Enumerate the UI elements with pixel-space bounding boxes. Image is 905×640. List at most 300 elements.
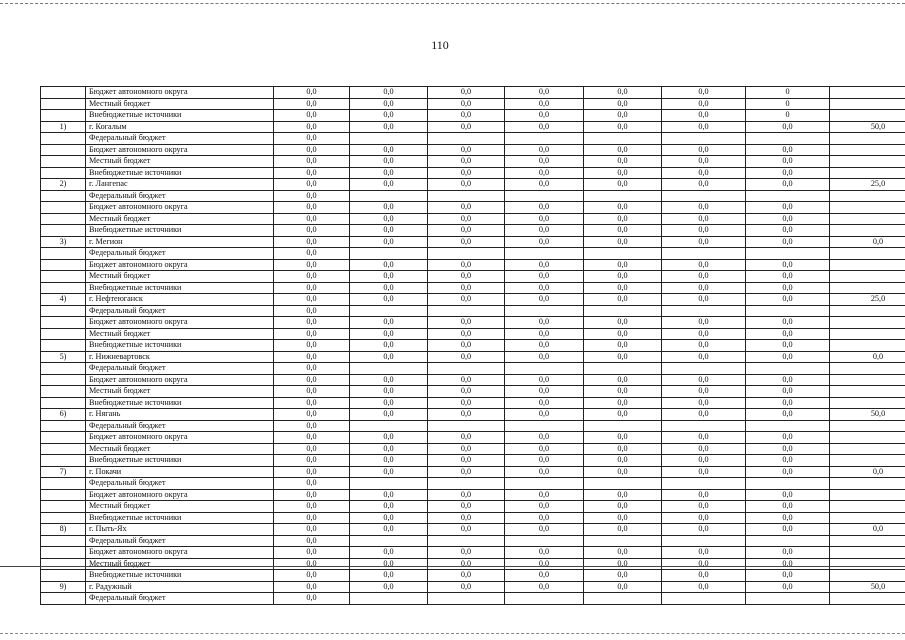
value-col-8 xyxy=(830,547,905,559)
row-label: Федеральный бюджет xyxy=(86,248,274,260)
row-number xyxy=(41,478,86,490)
row-label: Внебюджетные источники xyxy=(86,225,274,237)
value-col-6: 0,0 xyxy=(662,455,746,467)
value-col-8 xyxy=(830,432,905,444)
value-col-4: 0,0 xyxy=(505,466,584,478)
value-col-5: 0,0 xyxy=(584,98,662,110)
value-col-3 xyxy=(428,478,505,490)
table-row xyxy=(41,432,905,444)
value-col-7: 0,0 xyxy=(746,225,830,237)
value-col-5: 0,0 xyxy=(584,443,662,455)
value-col-2: 0,0 xyxy=(350,351,428,363)
row-label: Местный бюджет xyxy=(86,386,274,398)
value-col-6: 0,0 xyxy=(662,466,746,478)
value-col-5: 0,0 xyxy=(584,558,662,570)
value-col-3: 0,0 xyxy=(428,259,505,271)
value-col-2: 0,0 xyxy=(350,501,428,513)
value-col-1: 0,0 xyxy=(274,156,350,168)
value-col-8 xyxy=(830,455,905,467)
value-col-5: 0,0 xyxy=(584,524,662,536)
value-col-3: 0,0 xyxy=(428,87,505,99)
row-number xyxy=(41,374,86,386)
value-col-1: 0,0 xyxy=(274,535,350,547)
row-label: Бюджет автономного округа xyxy=(86,547,274,559)
row-label: Внебюджетные источники xyxy=(86,110,274,122)
value-col-1: 0,0 xyxy=(274,570,350,582)
value-col-6 xyxy=(662,190,746,202)
value-col-2 xyxy=(350,190,428,202)
value-col-7: 0,0 xyxy=(746,213,830,225)
value-col-5: 0,0 xyxy=(584,121,662,133)
value-col-3: 0,0 xyxy=(428,443,505,455)
value-col-7: 0,0 xyxy=(746,351,830,363)
row-label: Бюджет автономного округа xyxy=(86,144,274,156)
table-row xyxy=(41,466,905,478)
table-row xyxy=(41,570,905,582)
value-col-7: 0,0 xyxy=(746,409,830,421)
value-col-3: 0,0 xyxy=(428,144,505,156)
row-number xyxy=(41,512,86,524)
value-col-7: 0,0 xyxy=(746,489,830,501)
value-col-4: 0,0 xyxy=(505,570,584,582)
value-col-4: 0,0 xyxy=(505,317,584,329)
table-row xyxy=(41,455,905,467)
value-col-1: 0,0 xyxy=(274,512,350,524)
value-col-4: 0,0 xyxy=(505,225,584,237)
value-col-1: 0,0 xyxy=(274,190,350,202)
value-col-7: 0,0 xyxy=(746,397,830,409)
table-row xyxy=(41,386,905,398)
value-col-8 xyxy=(830,535,905,547)
table-row xyxy=(41,98,905,110)
value-col-6: 0,0 xyxy=(662,236,746,248)
value-col-6: 0,0 xyxy=(662,156,746,168)
value-col-2: 0,0 xyxy=(350,328,428,340)
value-col-7: 0,0 xyxy=(746,282,830,294)
value-col-6: 0,0 xyxy=(662,570,746,582)
value-col-6: 0,0 xyxy=(662,271,746,283)
value-col-1: 0,0 xyxy=(274,386,350,398)
value-col-6: 0,0 xyxy=(662,294,746,306)
table-row xyxy=(41,190,905,202)
table-row xyxy=(41,225,905,237)
value-col-1: 0,0 xyxy=(274,213,350,225)
value-col-7 xyxy=(746,478,830,490)
value-col-5: 0,0 xyxy=(584,374,662,386)
value-col-5: 0,0 xyxy=(584,386,662,398)
value-col-8 xyxy=(830,501,905,513)
value-col-1: 0,0 xyxy=(274,443,350,455)
value-col-1: 0,0 xyxy=(274,87,350,99)
value-col-8 xyxy=(830,202,905,214)
table-row xyxy=(41,271,905,283)
value-col-4: 0,0 xyxy=(505,294,584,306)
value-col-2 xyxy=(350,305,428,317)
row-number xyxy=(41,271,86,283)
value-col-6: 0,0 xyxy=(662,179,746,191)
value-col-3: 0,0 xyxy=(428,340,505,352)
row-label: Местный бюджет xyxy=(86,501,274,513)
value-col-5: 0,0 xyxy=(584,328,662,340)
value-col-8 xyxy=(830,305,905,317)
row-label: Федеральный бюджет xyxy=(86,420,274,432)
row-label: Федеральный бюджет xyxy=(86,478,274,490)
value-col-5: 0,0 xyxy=(584,282,662,294)
row-number xyxy=(41,386,86,398)
value-col-2: 0,0 xyxy=(350,374,428,386)
value-col-7: 0,0 xyxy=(746,121,830,133)
value-col-4: 0,0 xyxy=(505,121,584,133)
value-col-3 xyxy=(428,248,505,260)
value-col-2: 0,0 xyxy=(350,455,428,467)
value-col-5: 0,0 xyxy=(584,489,662,501)
value-col-3 xyxy=(428,420,505,432)
row-label: Внебюджетные источники xyxy=(86,455,274,467)
value-col-3: 0,0 xyxy=(428,374,505,386)
value-col-4: 0,0 xyxy=(505,443,584,455)
value-col-6: 0,0 xyxy=(662,409,746,421)
value-col-1: 0,0 xyxy=(274,328,350,340)
row-label: г. Нягань xyxy=(86,409,274,421)
table-row xyxy=(41,294,905,306)
row-label: Федеральный бюджет xyxy=(86,305,274,317)
row-number xyxy=(41,305,86,317)
value-col-5: 0,0 xyxy=(584,466,662,478)
table-row xyxy=(41,443,905,455)
value-col-1: 0,0 xyxy=(274,259,350,271)
value-col-5: 0,0 xyxy=(584,501,662,513)
value-col-3: 0,0 xyxy=(428,581,505,593)
table-row xyxy=(41,305,905,317)
row-label: Внебюджетные источники xyxy=(86,282,274,294)
value-col-1: 0,0 xyxy=(274,558,350,570)
budget-table-body xyxy=(41,87,905,605)
value-col-3: 0,0 xyxy=(428,351,505,363)
value-col-3 xyxy=(428,535,505,547)
value-col-2: 0,0 xyxy=(350,121,428,133)
value-col-1: 0,0 xyxy=(274,167,350,179)
value-col-2: 0,0 xyxy=(350,259,428,271)
value-col-6: 0,0 xyxy=(662,121,746,133)
value-col-8 xyxy=(830,271,905,283)
value-col-2: 0,0 xyxy=(350,179,428,191)
value-col-1: 0,0 xyxy=(274,489,350,501)
table-row xyxy=(41,110,905,122)
value-col-4: 0,0 xyxy=(505,374,584,386)
scan-top-edge xyxy=(0,3,905,4)
value-col-3: 0,0 xyxy=(428,225,505,237)
value-col-1: 0,0 xyxy=(274,121,350,133)
value-col-2: 0,0 xyxy=(350,110,428,122)
value-col-5: 0,0 xyxy=(584,294,662,306)
value-col-1: 0,0 xyxy=(274,179,350,191)
value-col-4: 0,0 xyxy=(505,259,584,271)
value-col-2: 0,0 xyxy=(350,87,428,99)
table-row xyxy=(41,581,905,593)
value-col-2 xyxy=(350,133,428,145)
value-col-5 xyxy=(584,478,662,490)
value-col-7: 0,0 xyxy=(746,432,830,444)
value-col-2 xyxy=(350,248,428,260)
value-col-7: 0,0 xyxy=(746,167,830,179)
value-col-3 xyxy=(428,190,505,202)
value-col-3: 0,0 xyxy=(428,98,505,110)
value-col-1: 0,0 xyxy=(274,236,350,248)
value-col-4: 0,0 xyxy=(505,340,584,352)
value-col-4: 0,0 xyxy=(505,501,584,513)
value-col-8 xyxy=(830,317,905,329)
row-number xyxy=(41,420,86,432)
value-col-8 xyxy=(830,167,905,179)
value-col-5: 0,0 xyxy=(584,179,662,191)
value-col-5: 0,0 xyxy=(584,271,662,283)
value-col-7: 0,0 xyxy=(746,179,830,191)
row-label: г. Мегион xyxy=(86,236,274,248)
value-col-4: 0,0 xyxy=(505,179,584,191)
table-row xyxy=(41,179,905,191)
value-col-4: 0,0 xyxy=(505,512,584,524)
value-col-6: 0,0 xyxy=(662,374,746,386)
value-col-6: 0,0 xyxy=(662,501,746,513)
row-number xyxy=(41,547,86,559)
value-col-8 xyxy=(830,420,905,432)
row-label: Бюджет автономного округа xyxy=(86,317,274,329)
row-label: Местный бюджет xyxy=(86,98,274,110)
value-col-3: 0,0 xyxy=(428,121,505,133)
value-col-6 xyxy=(662,133,746,145)
table-row xyxy=(41,363,905,375)
value-col-8 xyxy=(830,87,905,99)
value-col-4 xyxy=(505,363,584,375)
row-number xyxy=(41,144,86,156)
value-col-6: 0,0 xyxy=(662,225,746,237)
value-col-8 xyxy=(830,144,905,156)
value-col-7: 0,0 xyxy=(746,271,830,283)
value-col-4: 0,0 xyxy=(505,271,584,283)
value-col-4: 0,0 xyxy=(505,110,584,122)
value-col-8 xyxy=(830,259,905,271)
value-col-8 xyxy=(830,190,905,202)
value-col-7: 0 xyxy=(746,98,830,110)
value-col-8: 0,0 xyxy=(830,466,905,478)
value-col-8: 50,0 xyxy=(830,581,905,593)
value-col-1: 0,0 xyxy=(274,478,350,490)
value-col-2: 0,0 xyxy=(350,558,428,570)
value-col-6: 0,0 xyxy=(662,110,746,122)
row-number xyxy=(41,397,86,409)
value-col-4: 0,0 xyxy=(505,213,584,225)
table-row xyxy=(41,340,905,352)
value-col-4: 0,0 xyxy=(505,386,584,398)
value-col-1: 0,0 xyxy=(274,455,350,467)
row-number: 3) xyxy=(41,236,86,248)
value-col-4: 0,0 xyxy=(505,409,584,421)
row-number xyxy=(41,213,86,225)
row-number xyxy=(41,340,86,352)
value-col-7: 0,0 xyxy=(746,581,830,593)
row-label: Федеральный бюджет xyxy=(86,593,274,605)
value-col-8 xyxy=(830,98,905,110)
value-col-7: 0 xyxy=(746,87,830,99)
value-col-6: 0,0 xyxy=(662,443,746,455)
value-col-2 xyxy=(350,363,428,375)
row-number xyxy=(41,593,86,605)
value-col-5: 0,0 xyxy=(584,351,662,363)
value-col-8 xyxy=(830,593,905,605)
value-col-7 xyxy=(746,133,830,145)
value-col-4: 0,0 xyxy=(505,432,584,444)
value-col-7: 0,0 xyxy=(746,512,830,524)
table-row xyxy=(41,121,905,133)
value-col-4: 0,0 xyxy=(505,455,584,467)
value-col-8 xyxy=(830,374,905,386)
row-label: Бюджет автономного округа xyxy=(86,489,274,501)
table-row xyxy=(41,524,905,536)
value-col-7 xyxy=(746,248,830,260)
value-col-8 xyxy=(830,478,905,490)
value-col-3: 0,0 xyxy=(428,213,505,225)
row-number xyxy=(41,432,86,444)
value-col-4: 0,0 xyxy=(505,156,584,168)
value-col-5: 0,0 xyxy=(584,213,662,225)
value-col-5: 0,0 xyxy=(584,340,662,352)
value-col-3: 0,0 xyxy=(428,570,505,582)
value-col-3: 0,0 xyxy=(428,466,505,478)
value-col-7: 0,0 xyxy=(746,374,830,386)
value-col-2: 0,0 xyxy=(350,443,428,455)
value-col-4 xyxy=(505,420,584,432)
value-col-8: 25,0 xyxy=(830,179,905,191)
value-col-8: 0,0 xyxy=(830,351,905,363)
value-col-8 xyxy=(830,570,905,582)
value-col-1: 0,0 xyxy=(274,340,350,352)
value-col-6: 0,0 xyxy=(662,581,746,593)
value-col-8 xyxy=(830,489,905,501)
row-label: Внебюджетные источники xyxy=(86,397,274,409)
row-label: Бюджет автономного округа xyxy=(86,87,274,99)
value-col-5: 0,0 xyxy=(584,144,662,156)
value-col-7: 0,0 xyxy=(746,156,830,168)
value-col-5: 0,0 xyxy=(584,547,662,559)
value-col-7 xyxy=(746,190,830,202)
value-col-5 xyxy=(584,535,662,547)
row-label: г. Нефтеюганск xyxy=(86,294,274,306)
value-col-1: 0,0 xyxy=(274,271,350,283)
value-col-3: 0,0 xyxy=(428,501,505,513)
value-col-5 xyxy=(584,190,662,202)
value-col-6: 0,0 xyxy=(662,432,746,444)
row-label: Местный бюджет xyxy=(86,328,274,340)
row-number xyxy=(41,570,86,582)
value-col-3 xyxy=(428,305,505,317)
value-col-5 xyxy=(584,248,662,260)
row-number xyxy=(41,535,86,547)
value-col-5 xyxy=(584,593,662,605)
row-label: г. Пыть-Ях xyxy=(86,524,274,536)
table-row xyxy=(41,213,905,225)
value-col-4 xyxy=(505,593,584,605)
value-col-2: 0,0 xyxy=(350,271,428,283)
table-row xyxy=(41,259,905,271)
value-col-5: 0,0 xyxy=(584,512,662,524)
value-col-2: 0,0 xyxy=(350,98,428,110)
scan-artifact-line xyxy=(0,566,905,567)
row-label: Федеральный бюджет xyxy=(86,535,274,547)
value-col-2: 0,0 xyxy=(350,144,428,156)
value-col-6 xyxy=(662,535,746,547)
value-col-1: 0,0 xyxy=(274,581,350,593)
row-label: Бюджет автономного округа xyxy=(86,259,274,271)
value-col-7: 0,0 xyxy=(746,443,830,455)
value-col-7: 0,0 xyxy=(746,524,830,536)
value-col-1: 0,0 xyxy=(274,317,350,329)
row-label: Внебюджетные источники xyxy=(86,512,274,524)
row-number xyxy=(41,282,86,294)
budget-table xyxy=(40,86,905,605)
value-col-2 xyxy=(350,593,428,605)
table-row xyxy=(41,512,905,524)
table-row xyxy=(41,420,905,432)
row-number xyxy=(41,190,86,202)
value-col-7 xyxy=(746,593,830,605)
table-row xyxy=(41,328,905,340)
value-col-2: 0,0 xyxy=(350,432,428,444)
value-col-5: 0,0 xyxy=(584,317,662,329)
value-col-5: 0,0 xyxy=(584,409,662,421)
row-number: 9) xyxy=(41,581,86,593)
value-col-3: 0,0 xyxy=(428,328,505,340)
value-col-6: 0,0 xyxy=(662,397,746,409)
value-col-5 xyxy=(584,420,662,432)
row-label: Бюджет автономного округа xyxy=(86,202,274,214)
value-col-2 xyxy=(350,420,428,432)
table-row xyxy=(41,558,905,570)
row-label: г. Покачи xyxy=(86,466,274,478)
value-col-6: 0,0 xyxy=(662,317,746,329)
value-col-5: 0,0 xyxy=(584,167,662,179)
row-number: 4) xyxy=(41,294,86,306)
value-col-2 xyxy=(350,535,428,547)
value-col-3: 0,0 xyxy=(428,489,505,501)
value-col-7 xyxy=(746,420,830,432)
value-col-3: 0,0 xyxy=(428,156,505,168)
value-col-6: 0,0 xyxy=(662,282,746,294)
value-col-4: 0,0 xyxy=(505,397,584,409)
value-col-7: 0,0 xyxy=(746,328,830,340)
table-row xyxy=(41,144,905,156)
value-col-8 xyxy=(830,386,905,398)
value-col-8: 25,0 xyxy=(830,294,905,306)
value-col-6: 0,0 xyxy=(662,87,746,99)
value-col-7: 0,0 xyxy=(746,236,830,248)
value-col-3 xyxy=(428,133,505,145)
value-col-1: 0,0 xyxy=(274,225,350,237)
value-col-3: 0,0 xyxy=(428,547,505,559)
value-col-7: 0,0 xyxy=(746,466,830,478)
row-label: Федеральный бюджет xyxy=(86,133,274,145)
table-row xyxy=(41,409,905,421)
value-col-6 xyxy=(662,478,746,490)
row-number xyxy=(41,443,86,455)
value-col-4: 0,0 xyxy=(505,328,584,340)
value-col-7: 0,0 xyxy=(746,570,830,582)
value-col-1: 0,0 xyxy=(274,547,350,559)
value-col-1: 0,0 xyxy=(274,420,350,432)
row-number xyxy=(41,501,86,513)
value-col-7: 0,0 xyxy=(746,340,830,352)
value-col-5: 0,0 xyxy=(584,432,662,444)
value-col-4 xyxy=(505,535,584,547)
